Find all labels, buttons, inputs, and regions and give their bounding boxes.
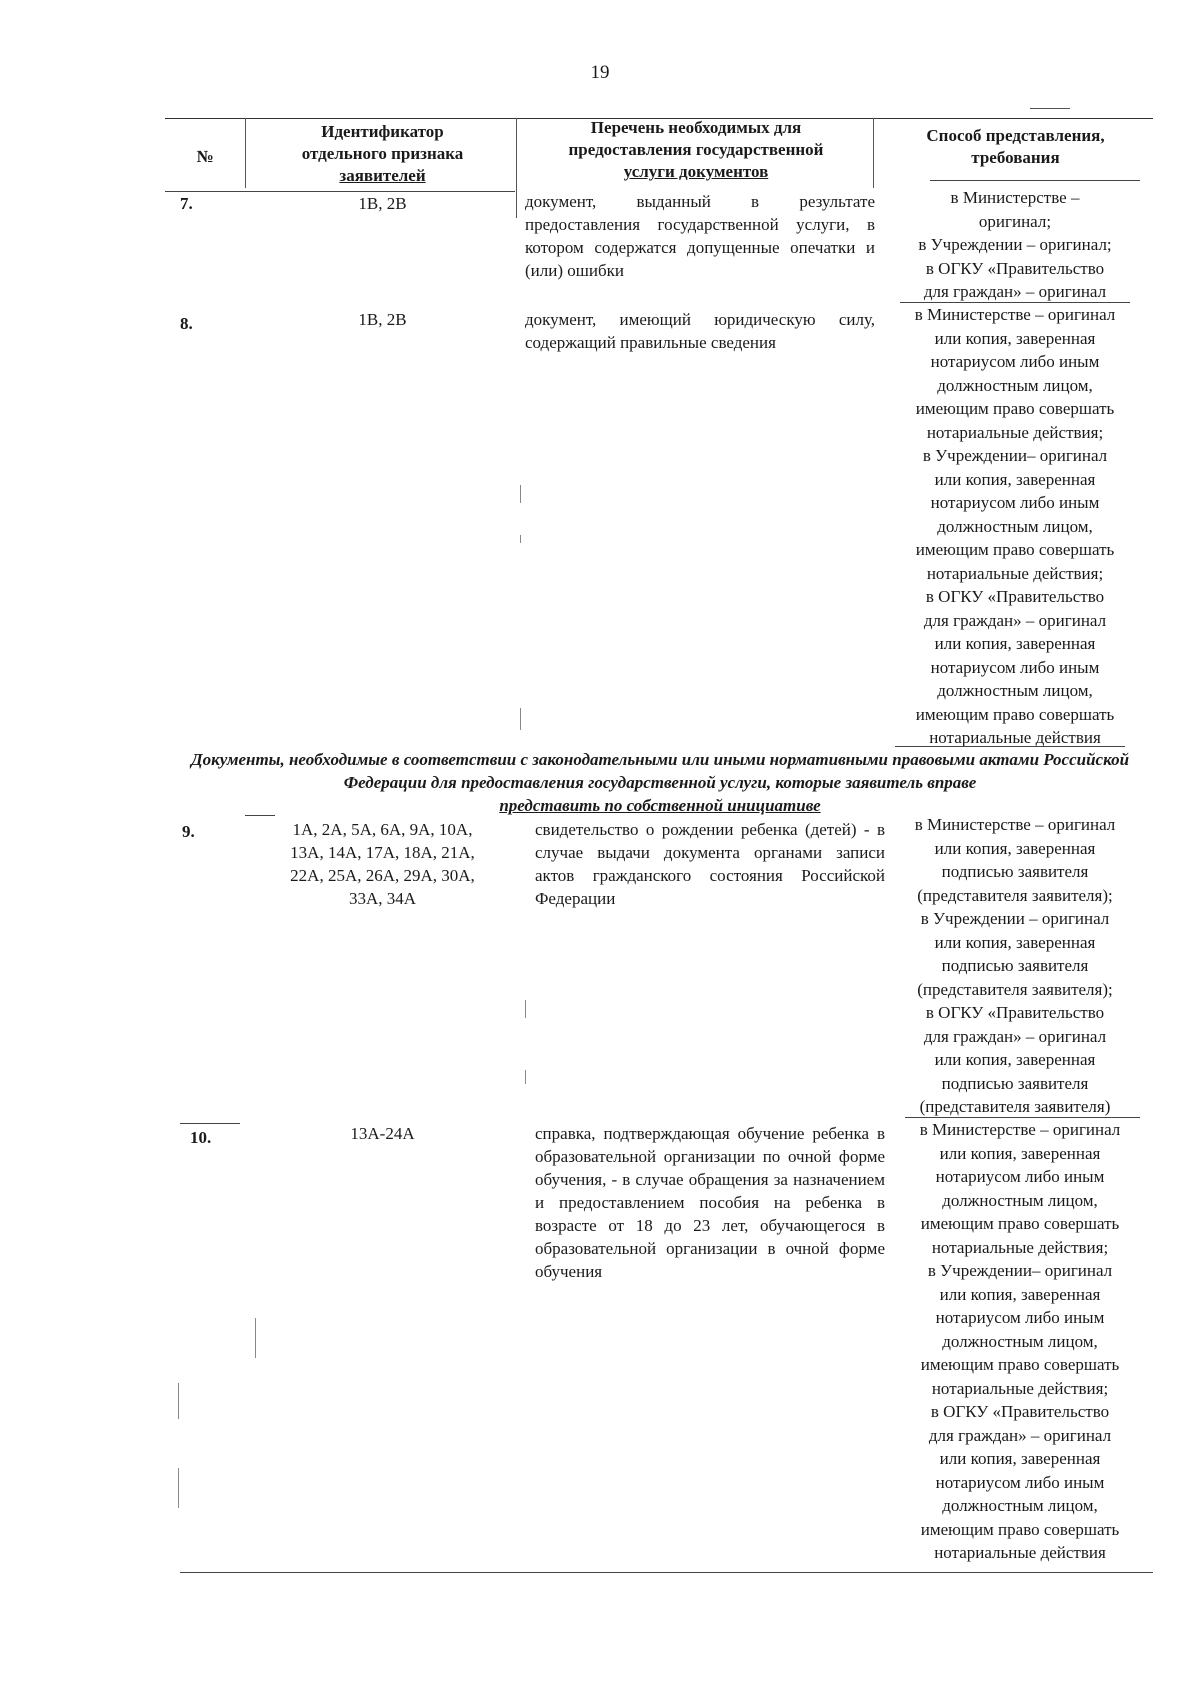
row-method: [880, 813, 1150, 1119]
header-documents-line: предоставления государственной: [568, 140, 824, 159]
method-line: в Учреждении – оригинал: [920, 909, 1110, 928]
row-method: [880, 186, 1150, 304]
method-line: или копия, заверенная: [939, 1449, 1101, 1468]
header-documents-line: Перечень необходимых для: [590, 118, 802, 137]
section-title-text: Документы, необходимые в соответствии с законодательными или иными нормативными правовыми актами Российской Федерации для предоставления государственной услуги, которые заявитель вправе: [190, 750, 1130, 792]
method-line: в Министерстве – оригинал: [914, 305, 1116, 324]
row-top-rule-fragment: [180, 1123, 240, 1124]
method-line: имеющим право совершать: [920, 1214, 1120, 1233]
scan-mark: [520, 708, 521, 730]
row-documents: справка, подтверждающая обучение ребенка в образовательной организации по очной форме обучения, - в случае обращения за назначением и предоставлением пособия на ребенка в возрасте от 18 до 23 лет, обучающегося в образовательной организации в очной форме обучения: [535, 1124, 885, 1281]
method-line: или копия, заверенная: [939, 1143, 1101, 1163]
header-col-separator: [516, 118, 517, 194]
header-bottom-rule: [930, 180, 1140, 181]
method-line: нотариальные действия: [929, 728, 1101, 747]
method-line: должностным лицом,: [937, 375, 1093, 395]
method-line: в ОГКУ «Правительство: [930, 1402, 1110, 1421]
section-title-tail: представить по собственной инициативе: [499, 796, 821, 815]
method-line: имеющим право совершать: [920, 1519, 1120, 1539]
method-line: нотариальные действия;: [926, 563, 1104, 583]
top-rule-fragment: [1030, 108, 1070, 109]
row-method: [880, 303, 1150, 750]
method-line: должностным лицом,: [942, 1496, 1098, 1515]
section-title: [185, 748, 1135, 817]
method-line: для граждан» – оригинал: [923, 282, 1107, 301]
method-line: имеющим право совершать: [915, 399, 1115, 418]
method-line: нотариальные действия: [934, 1543, 1106, 1562]
row-underline: [895, 746, 1125, 747]
page-number: 19: [590, 62, 610, 83]
method-line: (представителя заявителя);: [917, 979, 1113, 999]
method-line: подписью заявителя: [941, 862, 1089, 881]
method-line: или копия, заверенная: [934, 1050, 1096, 1069]
method-line: нотариальные действия;: [931, 1237, 1109, 1257]
method-line: нотариусом либо иным: [930, 657, 1100, 677]
method-line: имеющим право совершать: [915, 704, 1115, 724]
row-top-rule-fragment: [245, 815, 275, 816]
row-number: 7.: [180, 194, 193, 213]
method-line: нотариусом либо иным: [935, 1308, 1105, 1327]
method-line: должностным лицом,: [937, 516, 1093, 536]
header-method: [878, 125, 1153, 169]
header-col-separator: [873, 118, 874, 188]
header-identifier: [250, 121, 515, 187]
header-documents-line: услуги документов: [623, 162, 769, 181]
method-line: в Министерстве – оригинал: [919, 1120, 1121, 1139]
scan-mark: [178, 1468, 179, 1508]
method-line: имеющим право совершать: [920, 1355, 1120, 1374]
row-identifier: 1В, 2В: [358, 310, 407, 329]
scan-mark: [255, 1318, 256, 1358]
method-line: в ОГКУ «Правительство: [925, 1003, 1105, 1022]
method-line: подписью заявителя: [941, 956, 1089, 975]
table-bottom-border: [180, 1572, 1153, 1573]
method-line: для граждан» – оригинал: [923, 610, 1107, 630]
method-line: в Учреждении– оригинал: [922, 446, 1108, 465]
header-identifier-line: заявителей: [339, 166, 426, 185]
method-line: нотариусом либо иным: [935, 1472, 1105, 1492]
method-line: или копия, заверенная: [934, 469, 1096, 489]
method-line: или копия, заверенная: [934, 328, 1096, 348]
row-number: 8.: [180, 314, 193, 333]
method-line: в Министерстве –: [950, 188, 1080, 207]
method-line: в ОГКУ «Правительство: [925, 587, 1105, 606]
method-line: нотариальные действия;: [931, 1378, 1109, 1398]
method-line: для граждан» – оригинал: [928, 1425, 1112, 1445]
header-identifier-line: отдельного признака: [301, 144, 464, 163]
row-method: [885, 1118, 1155, 1565]
header-method-line: Способ представления,: [926, 126, 1105, 145]
row-col-separator: [516, 194, 517, 218]
method-line: нотариусом либо иным: [930, 352, 1100, 371]
scan-mark: [520, 535, 521, 543]
method-line: нотариальные действия;: [926, 422, 1104, 442]
method-line: или копия, заверенная: [934, 932, 1096, 952]
row-number: 9.: [182, 822, 195, 841]
row-identifier: 1В, 2В: [358, 194, 407, 213]
method-line: для граждан» – оригинал: [923, 1026, 1107, 1046]
method-line: в Учреждении– оригинал: [927, 1261, 1113, 1280]
method-line: или копия, заверенная: [939, 1284, 1101, 1304]
scan-mark: [525, 1000, 526, 1018]
identifier-line: 33А, 34А: [348, 889, 417, 908]
row-documents: свидетельство о рождении ребенка (детей) - в случае выдачи документа органами записи актов гражданского состояния Российской Федерации: [535, 820, 885, 908]
identifier-line: 1А, 2А, 5А, 6А, 9А, 10А,: [292, 820, 473, 839]
header-identifier-line: Идентификатор: [321, 122, 444, 141]
method-line: оригинал;: [978, 211, 1052, 231]
identifier-line: 22А, 25А, 26А, 29А, 30А,: [290, 866, 475, 885]
method-line: (представителя заявителя): [919, 1097, 1111, 1116]
identifier-line: 13А, 14А, 17А, 18А, 21А,: [290, 843, 475, 862]
row-documents: документ, выданный в результате предоставления государственной услуги, в котором содержатся допущенные опечатки и (или) ошибки: [525, 192, 875, 280]
scan-mark: [178, 1383, 179, 1419]
method-line: должностным лицом,: [937, 681, 1093, 700]
method-line: должностным лицом,: [942, 1190, 1098, 1210]
method-line: или копия, заверенная: [934, 838, 1096, 858]
scan-mark: [520, 485, 521, 503]
scan-mark: [525, 1070, 526, 1084]
method-line: нотариусом либо иным: [935, 1167, 1105, 1186]
method-line: в Министерстве – оригинал: [914, 815, 1116, 834]
method-line: в Учреждении – оригинал;: [918, 235, 1112, 254]
method-line: имеющим право совершать: [915, 540, 1115, 559]
method-line: нотариусом либо иным: [930, 493, 1100, 512]
method-line: подписью заявителя: [941, 1073, 1089, 1093]
method-line: (представителя заявителя);: [917, 885, 1113, 905]
row-identifier: [250, 818, 515, 910]
header-num: №: [196, 147, 214, 166]
method-line: или копия, заверенная: [934, 634, 1096, 653]
method-line: в ОГКУ «Правительство: [925, 258, 1105, 278]
row-documents: документ, имеющий юридическую силу, содержащий правильные сведения: [525, 310, 875, 352]
method-line: должностным лицом,: [942, 1331, 1098, 1351]
header-documents: [520, 117, 872, 183]
row-identifier: 13А-24А: [350, 1124, 415, 1143]
row-number: 10.: [190, 1128, 212, 1147]
header-method-line: требования: [971, 148, 1060, 167]
header-col-separator: [245, 118, 246, 188]
